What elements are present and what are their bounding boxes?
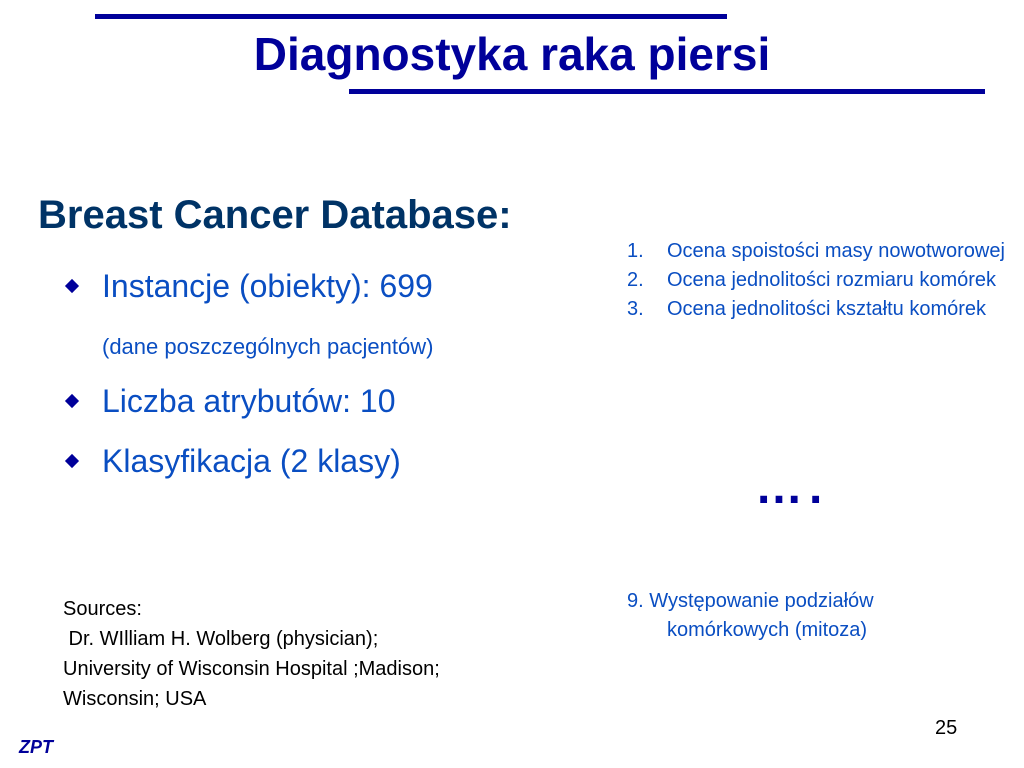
sources-label: Sources: <box>63 598 142 620</box>
sources-line: University of Wisconsin Hospital ;Madison; <box>63 658 440 680</box>
list-item-number: 3. <box>627 298 644 320</box>
list-item <box>627 295 1007 324</box>
page-number: 25 <box>935 717 958 739</box>
list-item-text: 9. Występowanie podziałów <box>627 590 874 612</box>
list-item <box>627 266 1007 295</box>
footer-logo: ZPT <box>19 737 53 757</box>
slide-title: Diagnostyka raka piersi <box>253 28 771 80</box>
ellipsis: …. <box>755 461 829 514</box>
list-item-text: Ocena jednolitości rozmiaru komórek <box>667 269 997 291</box>
sources-line: Wisconsin; USA <box>63 688 207 710</box>
bullet-note: (dane poszczególnych pacjentów) <box>102 334 434 359</box>
bullet-text: Instancje (obiekty): 699 <box>102 268 433 304</box>
list-item <box>627 237 1007 266</box>
section-heading: Breast Cancer Database: <box>38 193 512 237</box>
title-rule-top <box>95 14 727 19</box>
list-item-number: 2. <box>627 269 644 291</box>
list-item-text-continued: komórkowych (mitoza) <box>667 619 868 641</box>
diamond-bullet-icon <box>65 454 79 468</box>
diamond-bullet-icon <box>65 394 79 408</box>
attribute-list <box>627 237 1007 324</box>
list-item-text: Ocena spoistości masy nowotworowej <box>667 240 1005 262</box>
list-item-number: 1. <box>627 240 644 262</box>
attribute-item-9 <box>627 587 987 645</box>
list-item-text: Ocena jednolitości kształtu komórek <box>667 298 987 320</box>
bullet-text: Liczba atrybutów: 10 <box>102 383 396 419</box>
title-rule-bottom <box>349 89 985 94</box>
sources-line: Dr. WIlliam H. Wolberg (physician); <box>63 628 379 650</box>
bullet-text: Klasyfikacja (2 klasy) <box>102 443 401 479</box>
sources-block <box>63 594 440 714</box>
diamond-bullet-icon <box>65 279 79 293</box>
